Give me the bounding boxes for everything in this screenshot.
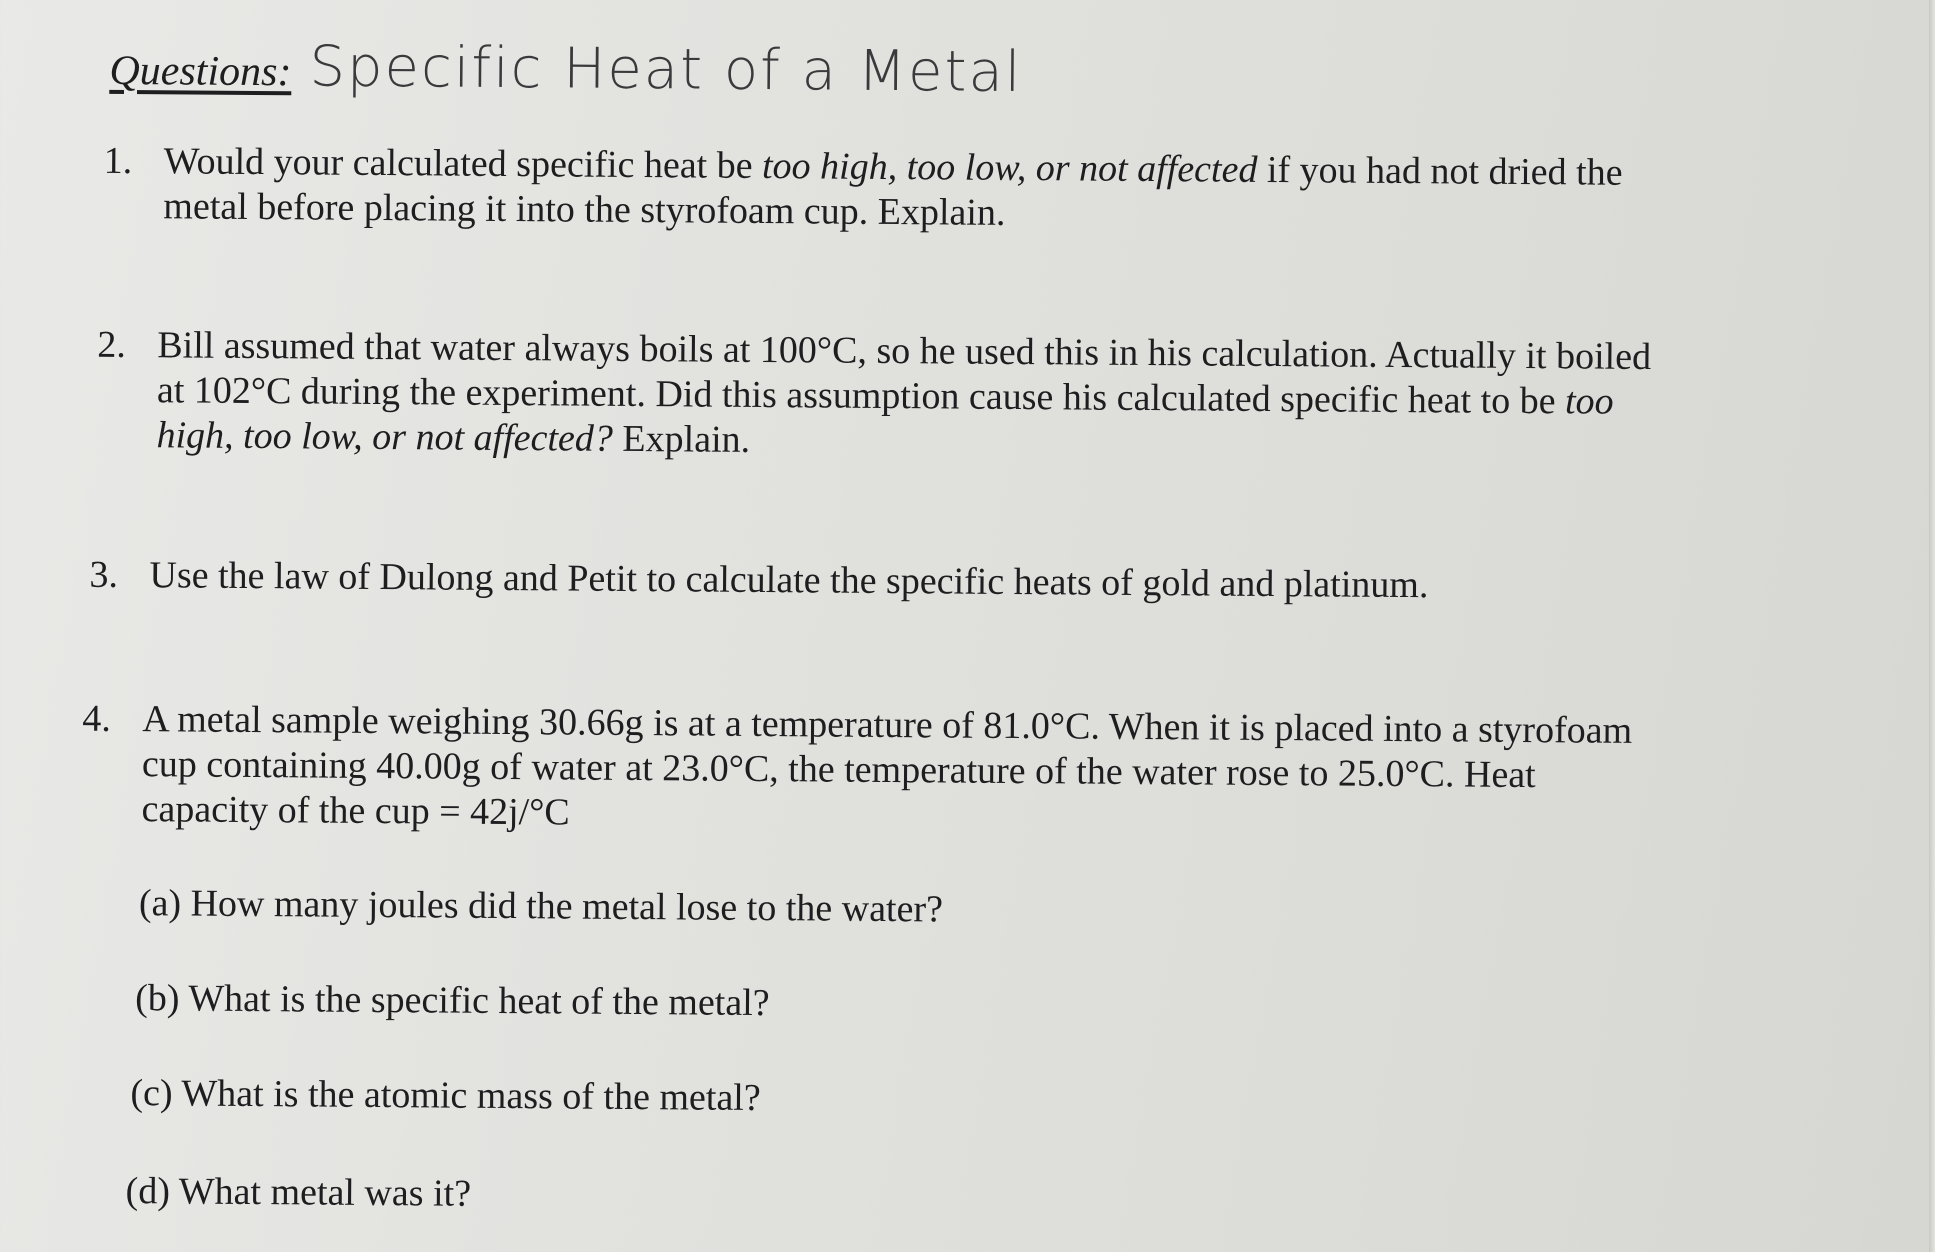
question-number: 3. (89, 553, 119, 596)
questions-label: Questions: (109, 47, 292, 96)
question-1 (103, 139, 1684, 241)
question-text: Bill assumed that water always boils at 100°C, so he used this in his calculation. Actually it boiled at 102°C during the experiment. Did this assumption cause his calculated specific heat to be too high, too low, or not affected? Explain. (156, 324, 1652, 461)
worksheet-header (109, 33, 1022, 105)
question-text: A metal sample weighing 30.66g is at a temperature of 81.0°C. When it is placed into a styrofoam cup containing 40.00g of water at 23.0°C, the temperature of the water rose to 25.0°C. Heat capacity of the cup = 42j/°C (141, 698, 1633, 834)
question-2 (96, 323, 1677, 470)
question-number: 4. (82, 697, 112, 740)
subquestion-a: (a) How many joules did the metal lose to the water? (138, 882, 944, 931)
question-3 (89, 553, 1689, 611)
worksheet-title: Specific Heat of a Metal (309, 34, 1023, 106)
question-number: 1. (103, 139, 133, 183)
question-text: Use the law of Dulong and Petit to calculate the specific heats of gold and platinum. (149, 554, 1429, 607)
subquestion-c: (c) What is the atomic mass of the metal? (130, 1072, 761, 1120)
subquestion-d: (d) What metal was it? (125, 1170, 472, 1215)
question-text: Would your calculated specific heat be too high, too low, or not affected if you had not dried the metal before placing it into the styrofoam cup. Explain. (163, 140, 1623, 234)
subquestion-b: (b) What is the specific heat of the metal? (135, 977, 770, 1025)
page-edge (1929, 0, 1935, 1252)
question-4 (81, 697, 1652, 844)
question-number: 2. (97, 323, 126, 366)
